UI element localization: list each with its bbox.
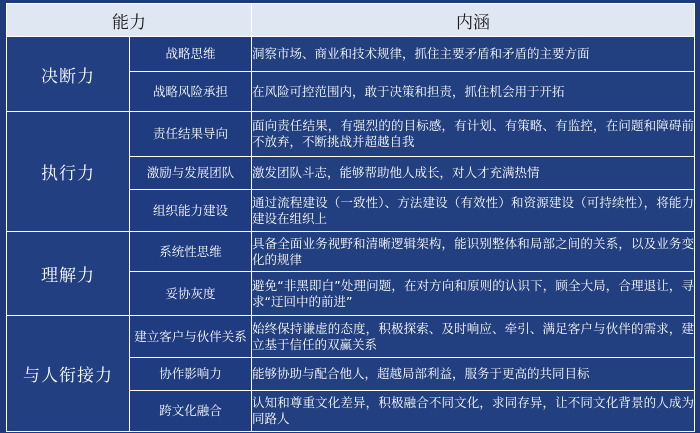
ability-name: 激励与发展团队 — [130, 157, 252, 190]
ability-meaning: 具备全面业务视野和清晰逻辑架构，能识别整体和局部之间的关系，以及业务变化的规律 — [252, 232, 695, 272]
header-meaning: 内涵 — [252, 4, 695, 37]
ability-name: 协作影响力 — [130, 358, 252, 391]
ability-meaning: 在风险可控范围内，敢于决策和担责，抓住机会用于开拓 — [252, 72, 695, 112]
ability-name: 责任结果导向 — [130, 112, 252, 157]
category-connection: 与人衔接力 — [7, 316, 130, 432]
ability-name: 系统性思维 — [130, 232, 252, 272]
table-row — [7, 37, 695, 72]
table-row — [7, 112, 695, 157]
header-row — [7, 4, 695, 37]
ability-meaning: 激发团队斗志，能够帮助他人成长，对人才充满热情 — [252, 157, 695, 190]
ability-meaning: 认知和尊重文化差异，积极融合不同文化，求同存异，让不同文化背景的人成为同路人 — [252, 391, 695, 432]
ability-name: 战略思维 — [130, 37, 252, 72]
category-execution: 执行力 — [7, 112, 130, 232]
ability-name: 战略风险承担 — [130, 72, 252, 112]
ability-meaning: 始终保持谦虚的态度，积极探索、及时响应、牵引、满足客户与伙伴的需求，建立基于信任的双赢关系 — [252, 316, 695, 358]
category-understanding: 理解力 — [7, 232, 130, 316]
ability-table — [6, 3, 695, 432]
category-decisiveness: 决断力 — [7, 37, 130, 112]
table-row — [7, 316, 695, 358]
ability-meaning: 面向责任结果，有强烈的的目标感，有计划、有策略、有监控，在问题和障碍前不放弃，不断挑战并超越自我 — [252, 112, 695, 157]
ability-meaning: 能够协助与配合他人，超越局部利益，服务于更高的共同目标 — [252, 358, 695, 391]
ability-meaning: 通过流程建设（一致性）、方法建设（有效性）和资源建设（可持续性），将能力建设在组织上 — [252, 190, 695, 232]
ability-meaning: 洞察市场、商业和技术规律，抓住主要矛盾和矛盾的主要方面 — [252, 37, 695, 72]
ability-meaning: 避免“非黑即白”处理问题，在对方向和原则的认识下，顾全大局，合理退让，寻求“迂回中的前进” — [252, 272, 695, 316]
ability-name: 跨文化融合 — [130, 391, 252, 432]
ability-name: 妥协灰度 — [130, 272, 252, 316]
header-ability: 能力 — [7, 4, 252, 37]
table-row — [7, 232, 695, 272]
ability-name: 建立客户与伙伴关系 — [130, 316, 252, 358]
ability-name: 组织能力建设 — [130, 190, 252, 232]
